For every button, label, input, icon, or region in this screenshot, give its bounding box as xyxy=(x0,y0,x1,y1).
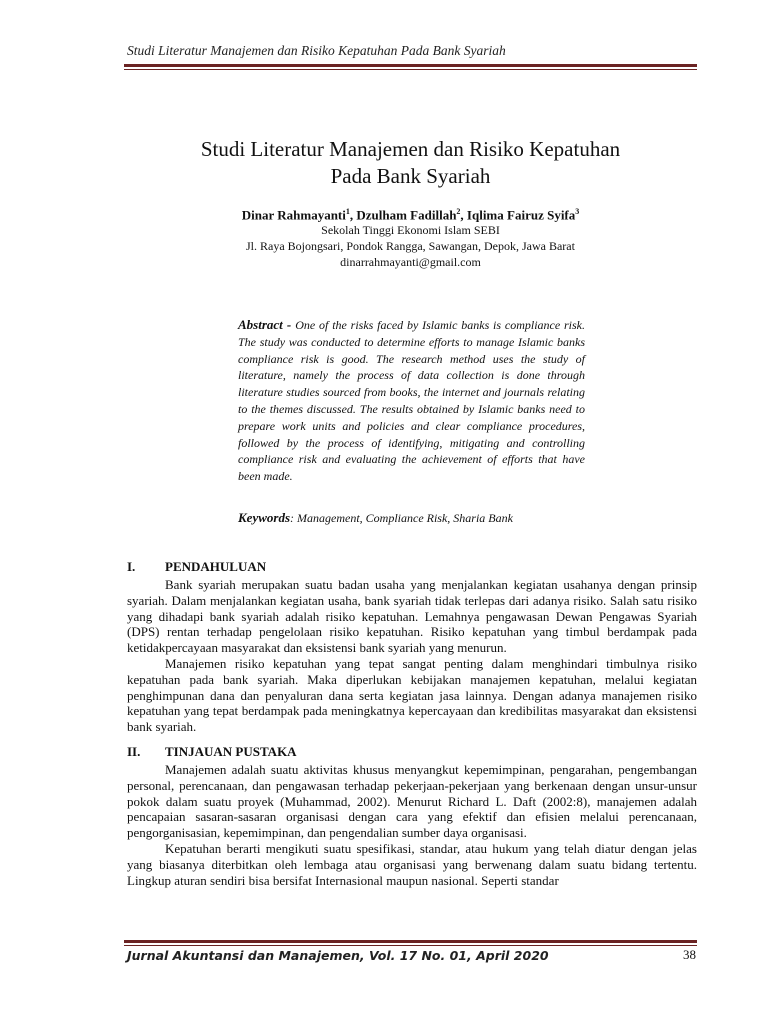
paragraph: Manajemen risiko kepatuhan yang tepat sangat penting dalam menghindari timbulnya risiko kepatuhan pada bank syariah. Maka diperlukan kebijakan manajemen kepatuhan, melalui kegiatan penghimpunan dana dan penyaluran dana serta kegiatan jasa lainnya. Dengan adanya manajemen risiko kepatuhan yang tepat berdampak pada meningkatnya kepercayaan dan kredibilitas masyarakat dan eksistensi bank syariah. xyxy=(127,655,697,735)
author-separator: , xyxy=(460,207,467,223)
keywords-text: Management, Compliance Risk, Sharia Bank xyxy=(297,511,513,525)
page-number: 38 xyxy=(683,947,696,962)
keywords xyxy=(238,510,585,526)
email: dinarrahmayanti@gmail.com xyxy=(340,255,481,269)
footer-rule-thick xyxy=(124,940,697,943)
author-affiliation-mark: 3 xyxy=(575,207,580,216)
paper-title-line2: Pada Bank Syariah xyxy=(330,164,491,188)
section-tinjauan-pustaka xyxy=(127,744,697,888)
affiliation-block xyxy=(124,222,697,270)
running-head: Studi Literatur Manajemen dan Risiko Kepatuhan Pada Bank Syariah xyxy=(127,43,506,58)
paper-title xyxy=(124,136,697,190)
section-number: II. xyxy=(127,744,141,759)
author-name: Iqlima Fairuz Syifa xyxy=(466,207,576,223)
author-list xyxy=(124,207,697,223)
section-title: PENDAHULUAN xyxy=(165,559,267,574)
author-name: Dinar Rahmayanti xyxy=(241,207,346,223)
section-heading xyxy=(127,744,697,760)
header-rule-thin xyxy=(124,69,697,70)
abstract-label: Abstract - xyxy=(238,317,296,332)
paper-title-line1: Studi Literatur Manajemen dan Risiko Kepatuhan xyxy=(200,137,621,161)
author-separator: , xyxy=(349,207,357,223)
section-pendahuluan xyxy=(127,559,697,735)
paragraph: Kepatuhan berarti mengikuti suatu spesifikasi, standar, atau hukum yang telah diatur dengan jelas yang biasanya diterbitkan oleh lembaga atau organisasi yang berwenang dalam suatu bidang tertentu. Lingkup aturan sendiri bisa bersifat Internasional maupun nasional. Seperti standar xyxy=(127,840,697,888)
abstract-text: One of the risks faced by Islamic banks is compliance risk. The study was conducted to determine efforts to manage Islamic banks compliance risk is good. The research method uses the study of literature, namely the process of data collection is done through literature studies sourced from books, the internet and journals relating to the themes discussed. The results obtained by Islamic banks need to prepare work units and policies and clear compliance procedures, followed by the process of identifying, mitigating and controlling compliance risk and evaluating the achievement of efforts that have been made. xyxy=(238,318,585,484)
institution: Sekolah Tinggi Ekonomi Islam SEBI xyxy=(321,223,500,237)
paragraph: Manajemen adalah suatu aktivitas khusus menyangkut kepemimpinan, pengarahan, pengembangan personal, perencanaan, dan pengawasan terhadap pekerjaan-pekerjaan yang berkenaan dengan unsur-unsur pokok dalam suatu proyek (Muhammad, 2002). Menurut Richard L. Daft (2002:8), manajemen adalah pencapaian sasaran-sasaran organisasi dengan cara yang efektif dan efisien melalui perencanaan, pengorganisasian, kepemimpinan, dan pengendalian sumber daya organisasi. xyxy=(127,762,697,841)
section-number: I. xyxy=(127,559,136,574)
header-rule-thick xyxy=(124,64,697,67)
abstract xyxy=(238,317,585,485)
section-title: TINJAUAN PUSTAKA xyxy=(165,744,297,759)
footer-rule-thin xyxy=(124,945,697,946)
author-name: Dzulham Fadillah xyxy=(356,207,457,223)
journal-citation: Jurnal Akuntansi dan Manajemen, Vol. 17 No. 01, April 2020 xyxy=(127,948,549,963)
author-affiliation-mark: 2 xyxy=(456,207,461,216)
author-affiliation-mark: 1 xyxy=(345,207,350,216)
keywords-label: Keywords xyxy=(238,510,290,525)
keywords-colon: : xyxy=(290,511,297,525)
address: Jl. Raya Bojongsari, Pondok Rangga, Sawangan, Depok, Jawa Barat xyxy=(246,239,575,253)
paragraph: Bank syariah merupakan suatu badan usaha yang menjalankan kegiatan usahanya dengan prinsip syariah. Dalam menjalankan kegiatan usaha, bank syariah tidak terlepas dari adanya risiko. Salah satu risiko yang dihadapi bank syariah adalah risiko kepatuhan. Lemahnya pengawasan Dewan Pengawas Syariah (DPS) rentan terhadap pengelolaan risiko kepatuhan. Risiko kepatuhan yang timbul berdampak pada ketidakpercayaan masyarakat dan eksistensi bank syariah yang menurun. xyxy=(127,577,697,656)
section-heading xyxy=(127,559,697,575)
